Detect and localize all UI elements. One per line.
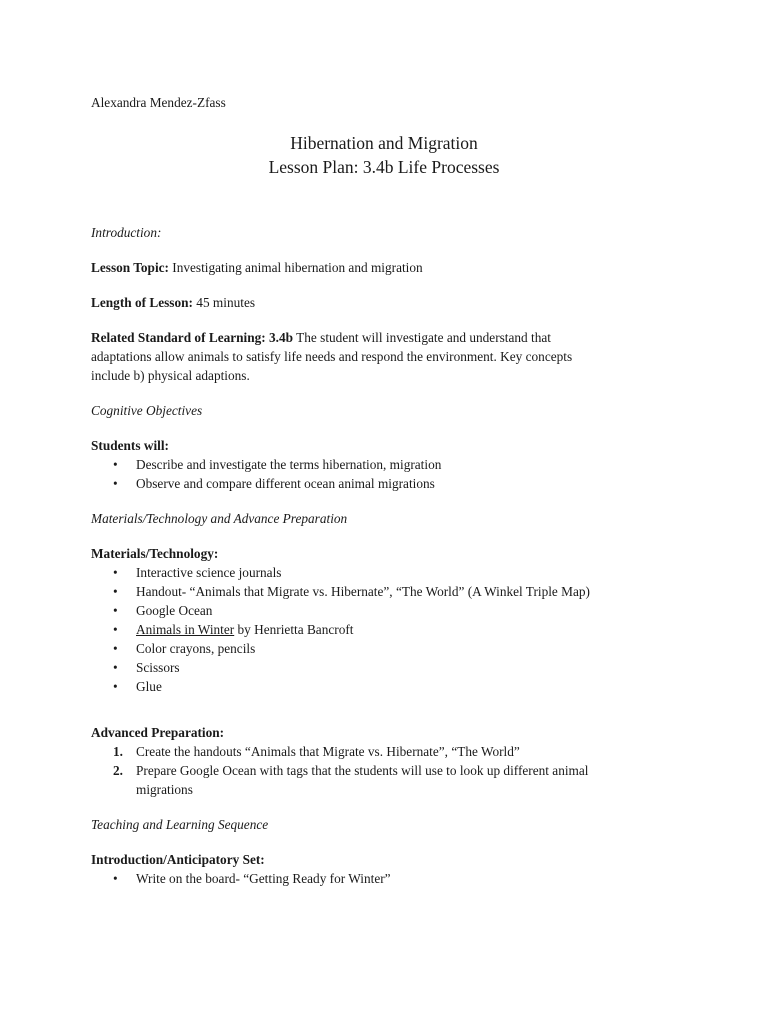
list-item-text: Interactive science journals — [136, 565, 282, 580]
bullet-icon: • — [113, 603, 118, 618]
document-title: Hibernation and Migration — [290, 133, 478, 153]
list-item-text: Google Ocean — [136, 603, 213, 618]
students-will-label: Students will: — [91, 438, 169, 453]
list-item-text: Color crayons, pencils — [136, 641, 256, 656]
anticipatory-set-label: Introduction/Anticipatory Set: — [91, 852, 265, 867]
title-block — [0, 131, 768, 179]
list-number: 1. — [113, 744, 123, 759]
advanced-preparation-list — [91, 742, 691, 799]
bullet-icon: • — [113, 679, 118, 694]
bullet-icon: • — [113, 476, 118, 491]
materials-label: Materials/Technology: — [91, 546, 219, 561]
bullet-icon: • — [113, 622, 118, 637]
list-item-text: Handout- “Animals that Migrate vs. Hibernate”, “The World” (A Winkel Triple Map) — [136, 584, 590, 599]
bullet-icon: • — [113, 871, 118, 886]
list-item — [91, 677, 691, 696]
standard-line-3: include b) physical adaptions. — [91, 368, 250, 383]
list-item-text: Describe and investigate the terms hibernation, migration — [136, 457, 442, 472]
anticipatory-set-list — [91, 869, 691, 888]
list-item-text: Scissors — [136, 660, 180, 675]
list-item — [91, 620, 691, 639]
cognitive-objectives-heading: Cognitive Objectives — [91, 403, 203, 418]
lesson-length-label: Length of Lesson: — [91, 295, 193, 310]
standard-label: Related Standard of Learning: 3.4b — [91, 330, 294, 345]
book-author: by Henrietta Bancroft — [234, 622, 354, 637]
bullet-icon: • — [113, 565, 118, 580]
list-item-text: Create the handouts “Animals that Migrate vs. Hibernate”, “The World” — [136, 744, 520, 759]
standard-line-2: adaptations allow animals to satisfy life needs and respond the environment. Key concepts — [91, 349, 573, 364]
bullet-icon: • — [113, 660, 118, 675]
list-item — [91, 601, 691, 620]
bullet-icon: • — [113, 584, 118, 599]
advanced-preparation-label: Advanced Preparation: — [91, 725, 225, 740]
lesson-length — [91, 293, 691, 312]
standard-line-1: The student will investigate and understand that — [296, 330, 551, 345]
author-name: Alexandra Mendez-Zfass — [91, 95, 226, 110]
book-title-link[interactable]: Animals in Winter — [136, 622, 235, 637]
introduction-heading: Introduction: — [91, 225, 162, 240]
list-item-text: Prepare Google Ocean with tags that the students will use to look up different animal — [136, 763, 589, 778]
list-number: 2. — [113, 763, 123, 778]
list-item — [91, 455, 691, 474]
materials-heading: Materials/Technology and Advance Preparation — [91, 511, 348, 526]
lesson-topic-value: Investigating animal hibernation and migration — [172, 260, 423, 275]
document-body — [91, 223, 691, 888]
lesson-length-value: 45 minutes — [196, 295, 256, 310]
standard-of-learning — [91, 328, 691, 347]
list-item — [91, 742, 691, 761]
bullet-icon: • — [113, 457, 118, 472]
list-item-text: Write on the board- “Getting Ready for Winter” — [136, 871, 391, 886]
objectives-list — [91, 455, 691, 493]
list-item — [91, 869, 691, 888]
list-item — [91, 563, 691, 582]
teaching-sequence-heading: Teaching and Learning Sequence — [91, 817, 269, 832]
list-item-text: Glue — [136, 679, 162, 694]
lesson-topic — [91, 258, 691, 277]
document-subtitle: Lesson Plan: 3.4b Life Processes — [268, 157, 500, 177]
list-item — [91, 658, 691, 677]
list-item — [91, 761, 691, 799]
list-item-text-continued: migrations — [136, 782, 193, 797]
materials-list — [91, 563, 691, 696]
list-item — [91, 582, 691, 601]
list-item — [91, 639, 691, 658]
list-item — [91, 474, 691, 493]
list-item-text: Observe and compare different ocean animal migrations — [136, 476, 435, 491]
bullet-icon: • — [113, 641, 118, 656]
lesson-topic-label: Lesson Topic: — [91, 260, 169, 275]
